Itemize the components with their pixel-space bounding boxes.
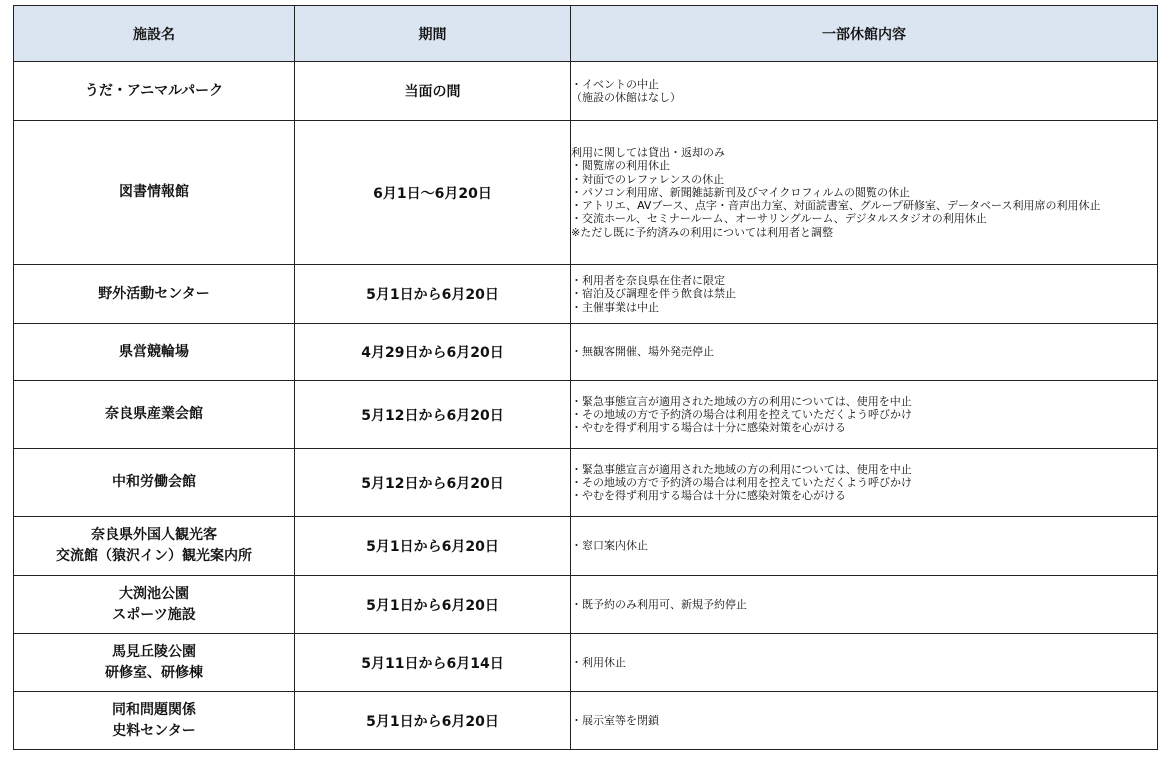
closure-details-cell bbox=[571, 121, 1158, 265]
closure-period: 5月12日から6月20日 bbox=[295, 449, 571, 517]
closure-detail-line: ・緊急事態宣言が適用された地域の方の利用については、使用を中止 bbox=[571, 394, 912, 408]
closure-detail-line: ・無観客開催、場外発売停止 bbox=[571, 345, 714, 359]
table-row bbox=[14, 634, 1158, 692]
closure-detail-line: ・イベントの中止 bbox=[571, 77, 659, 91]
table-row bbox=[14, 692, 1158, 750]
closure-details-cell bbox=[571, 62, 1158, 121]
facility-closure-table bbox=[13, 5, 1158, 750]
facility-name: 図書情報館 bbox=[119, 184, 189, 200]
facility-name: うだ・アニマルパーク bbox=[84, 82, 224, 99]
closure-period: 5月12日から6月20日 bbox=[295, 381, 571, 449]
closure-period: 5月11日から6月14日 bbox=[295, 634, 571, 692]
header-period: 期間 bbox=[295, 6, 571, 62]
facility-name: 馬見丘陵公園 bbox=[112, 643, 196, 660]
table-row bbox=[14, 517, 1158, 576]
header-row bbox=[14, 6, 1158, 62]
facility-name-cell bbox=[14, 381, 295, 449]
table-row bbox=[14, 449, 1158, 517]
facility-name: 史料センター bbox=[112, 722, 196, 739]
closure-detail-line: ・対面でのレファレンスの休止 bbox=[571, 172, 725, 186]
facility-name: 奈良県産業会館 bbox=[105, 406, 203, 422]
facility-name-cell bbox=[14, 634, 295, 692]
facility-name-cell bbox=[14, 517, 295, 576]
closure-detail-line: ・交流ホール、セミナールーム、オーサリングルーム、デジタルスタジオの利用休止 bbox=[571, 212, 987, 226]
closure-period: 5月1日から6月20日 bbox=[295, 576, 571, 634]
table-row bbox=[14, 121, 1158, 265]
closure-period: 4月29日から6月20日 bbox=[295, 324, 571, 381]
facility-name: スポーツ施設 bbox=[112, 606, 196, 623]
facility-name-cell bbox=[14, 576, 295, 634]
closure-detail-line: ※ただし既に予約済みの利用については利用者と調整 bbox=[571, 225, 833, 239]
facility-name: 野外活動センター bbox=[98, 285, 210, 302]
table-row bbox=[14, 576, 1158, 634]
closure-period: 当面の間 bbox=[295, 62, 571, 121]
closure-detail-line: ・緊急事態宣言が適用された地域の方の利用については、使用を中止 bbox=[571, 462, 912, 476]
closure-detail-line: ・閲覧席の利用休止 bbox=[571, 159, 670, 173]
closure-details-cell bbox=[571, 517, 1158, 576]
closure-detail-line: ・パソコン利用席、新聞雑誌新刊及びマイクロフィルムの閲覧の休止 bbox=[571, 185, 911, 199]
facility-name-cell bbox=[14, 121, 295, 265]
closure-detail-line: ・既予約のみ利用可、新規予約停止 bbox=[571, 597, 747, 611]
closure-detail-line: ・窓口案内休止 bbox=[571, 539, 648, 553]
facility-name: 奈良県外国人観光客 bbox=[91, 527, 217, 543]
closure-detail-line: ・利用休止 bbox=[571, 655, 626, 669]
closure-detail-line: ・利用者を奈良県在住者に限定 bbox=[571, 274, 725, 288]
facility-name: 中和労働会館 bbox=[112, 474, 196, 490]
facility-name-cell bbox=[14, 324, 295, 381]
closure-details-cell bbox=[571, 381, 1158, 449]
closure-detail-line: ・その地域の方で予約済の場合は利用を控えていただくよう呼びかけ bbox=[571, 475, 912, 489]
closure-period: 6月1日～6月20日 bbox=[295, 121, 571, 265]
facility-name-cell bbox=[14, 692, 295, 750]
header-facility-name: 施設名 bbox=[14, 6, 295, 62]
table-row bbox=[14, 62, 1158, 121]
facility-name: 大渕池公園 bbox=[119, 585, 189, 602]
closure-detail-line: （施設の休館はなし） bbox=[571, 91, 681, 104]
closure-details-cell bbox=[571, 634, 1158, 692]
facility-name-cell bbox=[14, 265, 295, 324]
closure-detail-line: ・その地域の方で予約済の場合は利用を控えていただくよう呼びかけ bbox=[571, 407, 912, 421]
header-closure-details: 一部休館内容 bbox=[571, 6, 1158, 62]
closure-detail-line: ・宿泊及び調理を伴う飲食は禁止 bbox=[571, 287, 736, 301]
table-body bbox=[14, 62, 1158, 750]
closure-details-cell bbox=[571, 576, 1158, 634]
closure-period: 5月1日から6月20日 bbox=[295, 692, 571, 750]
closure-detail-line: ・展示室等を閉鎖 bbox=[571, 713, 659, 727]
closure-period: 5月1日から6月20日 bbox=[295, 517, 571, 576]
closure-detail-line: ・アトリエ、AVブース、点字・音声出力室、対面読書室、グループ研修室、データベース利用席の利用休止 bbox=[571, 199, 1101, 213]
closure-detail-line: 利用に関しては貸出・返却のみ bbox=[571, 145, 725, 159]
table-row bbox=[14, 324, 1158, 381]
closure-details-cell bbox=[571, 265, 1158, 324]
closure-details-cell bbox=[571, 449, 1158, 517]
facility-name: 研修室、研修棟 bbox=[105, 664, 203, 681]
facility-name: 県営競輪場 bbox=[119, 343, 189, 360]
closure-detail-line: ・やむを得ず利用する場合は十分に感染対策を心がける bbox=[571, 489, 846, 503]
closure-detail-line: ・主催事業は中止 bbox=[571, 300, 659, 314]
facility-name-cell bbox=[14, 449, 295, 517]
closure-detail-line: ・やむを得ず利用する場合は十分に感染対策を心がける bbox=[571, 421, 846, 435]
closure-period: 5月1日から6月20日 bbox=[295, 265, 571, 324]
table-row bbox=[14, 265, 1158, 324]
closure-details-cell bbox=[571, 324, 1158, 381]
facility-name: 同和問題関係 bbox=[112, 701, 196, 718]
facility-name-cell bbox=[14, 62, 295, 121]
closure-details-cell bbox=[571, 692, 1158, 750]
table-row bbox=[14, 381, 1158, 449]
facility-name: 交流館（猿沢イン）観光案内所 bbox=[56, 548, 252, 564]
